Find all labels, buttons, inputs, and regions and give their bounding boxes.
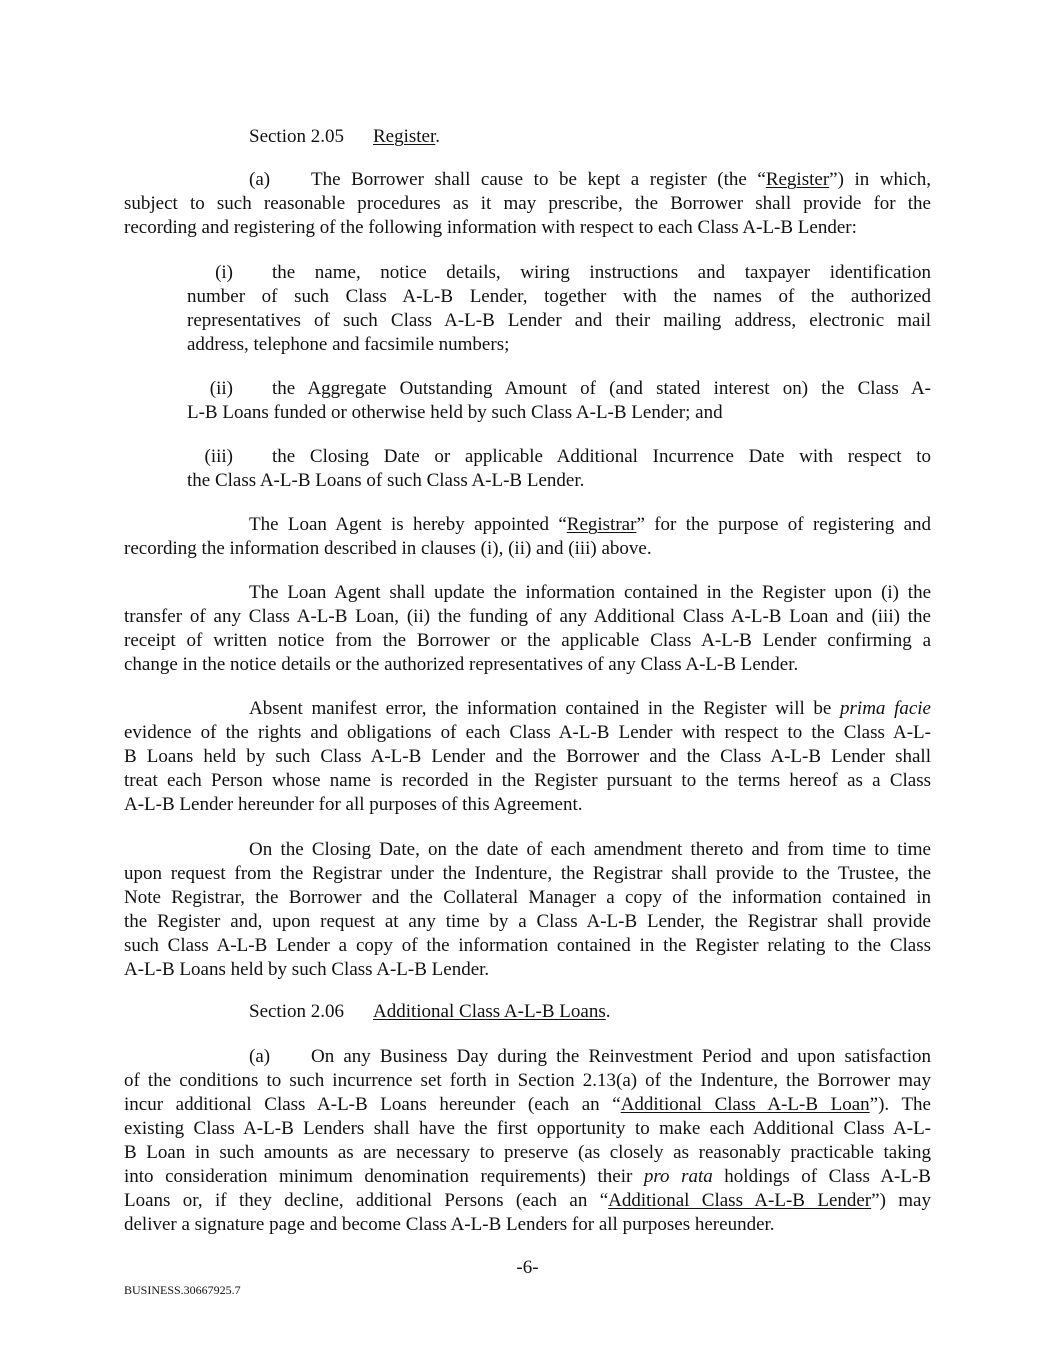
line-text bbox=[124, 721, 931, 745]
line-text bbox=[187, 401, 931, 425]
line-text bbox=[124, 1117, 931, 1141]
line-text bbox=[187, 469, 931, 493]
clause-label: (ii) bbox=[209, 378, 233, 399]
line-text bbox=[124, 629, 931, 653]
text-line bbox=[187, 309, 931, 333]
clause-item bbox=[124, 261, 931, 357]
text-run: Note Registrar, the Borrower and the Collateral Manager a copy of the information contained in bbox=[124, 887, 931, 908]
text-line bbox=[124, 958, 931, 982]
line-text bbox=[124, 769, 931, 793]
text-run: address, telephone and facsimile numbers; bbox=[187, 334, 510, 355]
line-text bbox=[187, 309, 931, 333]
text-run: number of such Class A-L-B Lender, together with the names of the authorized bbox=[187, 286, 931, 307]
line-text bbox=[124, 1141, 931, 1165]
section-heading bbox=[249, 1000, 610, 1024]
text-run: treat each Person whose name is recorded in the Register pursuant to the terms hereof as a Class bbox=[124, 770, 931, 791]
line-text bbox=[124, 886, 931, 910]
text-run: the Aggregate Outstanding Amount of (and stated interest on) the Class A- bbox=[272, 378, 931, 399]
text-run: L-B Loans funded or otherwise held by such Class A-L-B Lender; and bbox=[187, 402, 723, 423]
text-run: the Closing Date or applicable Additional Incurrence Date with respect to bbox=[272, 446, 931, 467]
text-run: representatives of such Class A-L-B Lender and their mailing address, electronic mail bbox=[187, 310, 931, 331]
section-title bbox=[373, 126, 440, 147]
text-line bbox=[124, 745, 931, 769]
text-run: The Loan Agent is hereby appointed “ bbox=[249, 514, 567, 535]
italic-term: pro rata bbox=[643, 1166, 713, 1187]
line-text bbox=[124, 192, 931, 216]
text-line bbox=[124, 537, 931, 561]
clause-label: (a) bbox=[249, 1046, 271, 1067]
text-line bbox=[124, 261, 931, 285]
text-run: B Loan in such amounts as are necessary to preserve (as closely as reasonably practicable taking bbox=[124, 1142, 931, 1163]
clause-item bbox=[124, 445, 931, 493]
paragraph bbox=[124, 581, 931, 677]
text-run: ”) in which, bbox=[829, 169, 931, 190]
line-text bbox=[124, 1165, 931, 1189]
line-text bbox=[311, 1045, 931, 1069]
text-run: transfer of any Class A-L-B Loan, (ii) the funding of any Additional Class A-L-B Loan and (iii) the bbox=[124, 606, 931, 627]
line-text bbox=[124, 793, 931, 817]
line-text bbox=[124, 958, 931, 982]
text-run: On the Closing Date, on the date of each amendment thereto and from time to time bbox=[249, 839, 931, 860]
text-run: holdings of Class A-L-B bbox=[712, 1166, 931, 1187]
text-line bbox=[187, 469, 931, 493]
text-run: On any Business Day during the Reinvestment Period and upon satisfaction bbox=[311, 1046, 931, 1067]
text-run: . bbox=[435, 126, 441, 147]
text-line bbox=[124, 377, 931, 401]
text-line bbox=[124, 168, 931, 192]
text-line bbox=[124, 1045, 931, 1069]
text-line bbox=[124, 1165, 931, 1189]
paragraph bbox=[124, 1045, 931, 1237]
text-line bbox=[249, 697, 931, 721]
line-text bbox=[272, 445, 931, 469]
section-heading bbox=[249, 125, 440, 149]
defined-term: Additional Class A-L-B Lender bbox=[608, 1190, 872, 1211]
text-line bbox=[187, 401, 931, 425]
line-text bbox=[124, 216, 931, 240]
text-run: evidence of the rights and obligations of each Class A-L-B Lender with respect to the Class A-L- bbox=[124, 722, 931, 743]
line-text bbox=[124, 1069, 931, 1093]
defined-term: Register bbox=[765, 169, 830, 190]
text-run: recording the information described in clauses (i), (ii) and (iii) above. bbox=[124, 538, 652, 559]
text-line bbox=[124, 1117, 931, 1141]
line-text bbox=[124, 934, 931, 958]
line-text bbox=[124, 1213, 931, 1237]
line-text bbox=[249, 513, 931, 537]
text-run: incur additional Class A-L-B Loans hereunder (each an “ bbox=[124, 1094, 621, 1115]
text-line bbox=[124, 192, 931, 216]
line-text bbox=[124, 653, 931, 677]
italic-term: prima facie bbox=[840, 698, 931, 719]
line-text bbox=[187, 285, 931, 309]
text-line bbox=[249, 513, 931, 537]
text-line bbox=[124, 445, 931, 469]
clause-item bbox=[124, 377, 931, 425]
text-line bbox=[124, 769, 931, 793]
text-line bbox=[124, 629, 931, 653]
clause-label: (i) bbox=[215, 262, 233, 283]
line-text bbox=[124, 537, 931, 561]
line-text bbox=[124, 862, 931, 886]
text-run: recording and registering of the following information with respect to each Class A-L-B Lender: bbox=[124, 217, 857, 238]
page-number: -6- bbox=[516, 1257, 539, 1278]
paragraph bbox=[124, 697, 931, 817]
text-run: upon request from the Registrar under the Indenture, the Registrar shall provide to the Trustee, the bbox=[124, 863, 931, 884]
text-line bbox=[124, 910, 931, 934]
text-line bbox=[124, 1093, 931, 1117]
text-run: ” for the purpose of registering and bbox=[636, 514, 931, 535]
text-run: ”) may bbox=[871, 1190, 931, 1211]
line-text bbox=[249, 581, 931, 605]
line-text bbox=[249, 838, 931, 862]
text-run: the Class A-L-B Loans of such Class A-L-B Lender. bbox=[187, 470, 585, 491]
text-line bbox=[124, 216, 931, 240]
defined-term: Additional Class A-L-B Loan bbox=[620, 1094, 870, 1115]
clause-label: (iii) bbox=[204, 446, 233, 467]
text-line bbox=[124, 1069, 931, 1093]
text-run: The Loan Agent shall update the information contained in the Register upon (i) the bbox=[249, 582, 931, 603]
text-run: A-L-B Loans held by such Class A-L-B Lender. bbox=[124, 959, 490, 980]
text-line bbox=[187, 285, 931, 309]
text-line bbox=[124, 653, 931, 677]
line-text bbox=[124, 910, 931, 934]
text-line bbox=[124, 1141, 931, 1165]
text-run: such Class A-L-B Lender a copy of the information contained in the Register relating to the Class bbox=[124, 935, 931, 956]
text-run: of the conditions to such incurrence set forth in Section 2.13(a) of the Indenture, the Borrower may bbox=[124, 1070, 931, 1091]
line-text bbox=[124, 1093, 931, 1117]
line-text bbox=[124, 1189, 931, 1213]
text-line bbox=[124, 886, 931, 910]
defined-term: Register bbox=[373, 126, 436, 147]
line-text bbox=[272, 377, 931, 401]
text-run: receipt of written notice from the Borrower or the applicable Class A-L-B Lender confirming a bbox=[124, 630, 931, 651]
line-text bbox=[187, 333, 931, 357]
clause-label: (a) bbox=[249, 169, 271, 190]
section-number: Section 2.05 bbox=[249, 126, 344, 147]
text-run: B Loans held by such Class A-L-B Lender and the Borrower and the Class A-L-B Lender shall bbox=[124, 746, 931, 767]
text-run: deliver a signature page and become Class A-L-B Lenders for all purposes hereunder. bbox=[124, 1214, 775, 1235]
defined-term: Registrar bbox=[566, 514, 637, 535]
text-run: The Borrower shall cause to be kept a register (the “ bbox=[311, 169, 766, 190]
text-line bbox=[124, 605, 931, 629]
text-line bbox=[124, 721, 931, 745]
text-run: existing Class A-L-B Lenders shall have the first opportunity to make each Additional Class A-L- bbox=[124, 1118, 931, 1139]
text-run: Absent manifest error, the information contained in the Register will be bbox=[249, 698, 841, 719]
text-run: into consideration minimum denomination requirements) their bbox=[124, 1166, 644, 1187]
text-run: . bbox=[605, 1001, 611, 1022]
text-run: change in the notice details or the authorized representatives of any Class A-L-B Lender. bbox=[124, 654, 799, 675]
text-run: Loans or, if they decline, additional Persons (each an “ bbox=[124, 1190, 609, 1211]
section-number: Section 2.06 bbox=[249, 1001, 344, 1022]
text-line bbox=[249, 581, 931, 605]
text-line bbox=[187, 333, 931, 357]
line-text bbox=[249, 697, 931, 721]
text-line bbox=[124, 934, 931, 958]
text-line bbox=[124, 1189, 931, 1213]
line-text bbox=[124, 745, 931, 769]
text-run: the Register and, upon request at any time by a Class A-L-B Lender, the Registrar shall provide bbox=[124, 911, 931, 932]
text-line bbox=[249, 838, 931, 862]
paragraph bbox=[124, 513, 931, 561]
text-run: the name, notice details, wiring instructions and taxpayer identification bbox=[272, 262, 931, 283]
line-text bbox=[272, 261, 931, 285]
text-line bbox=[124, 793, 931, 817]
line-text bbox=[311, 168, 931, 192]
text-run: subject to such reasonable procedures as it may prescribe, the Borrower shall provide for the bbox=[124, 193, 931, 214]
text-run: A-L-B Lender hereunder for all purposes of this Agreement. bbox=[124, 794, 583, 815]
line-text bbox=[124, 605, 931, 629]
paragraph bbox=[124, 838, 931, 982]
text-line bbox=[124, 1213, 931, 1237]
document-id-footer: BUSINESS.30667925.7 bbox=[124, 1283, 241, 1297]
defined-term: Additional Class A-L-B Loans bbox=[373, 1001, 606, 1022]
section-title bbox=[373, 1001, 610, 1022]
text-run: ”). The bbox=[869, 1094, 931, 1115]
paragraph bbox=[124, 168, 931, 240]
text-line bbox=[124, 862, 931, 886]
